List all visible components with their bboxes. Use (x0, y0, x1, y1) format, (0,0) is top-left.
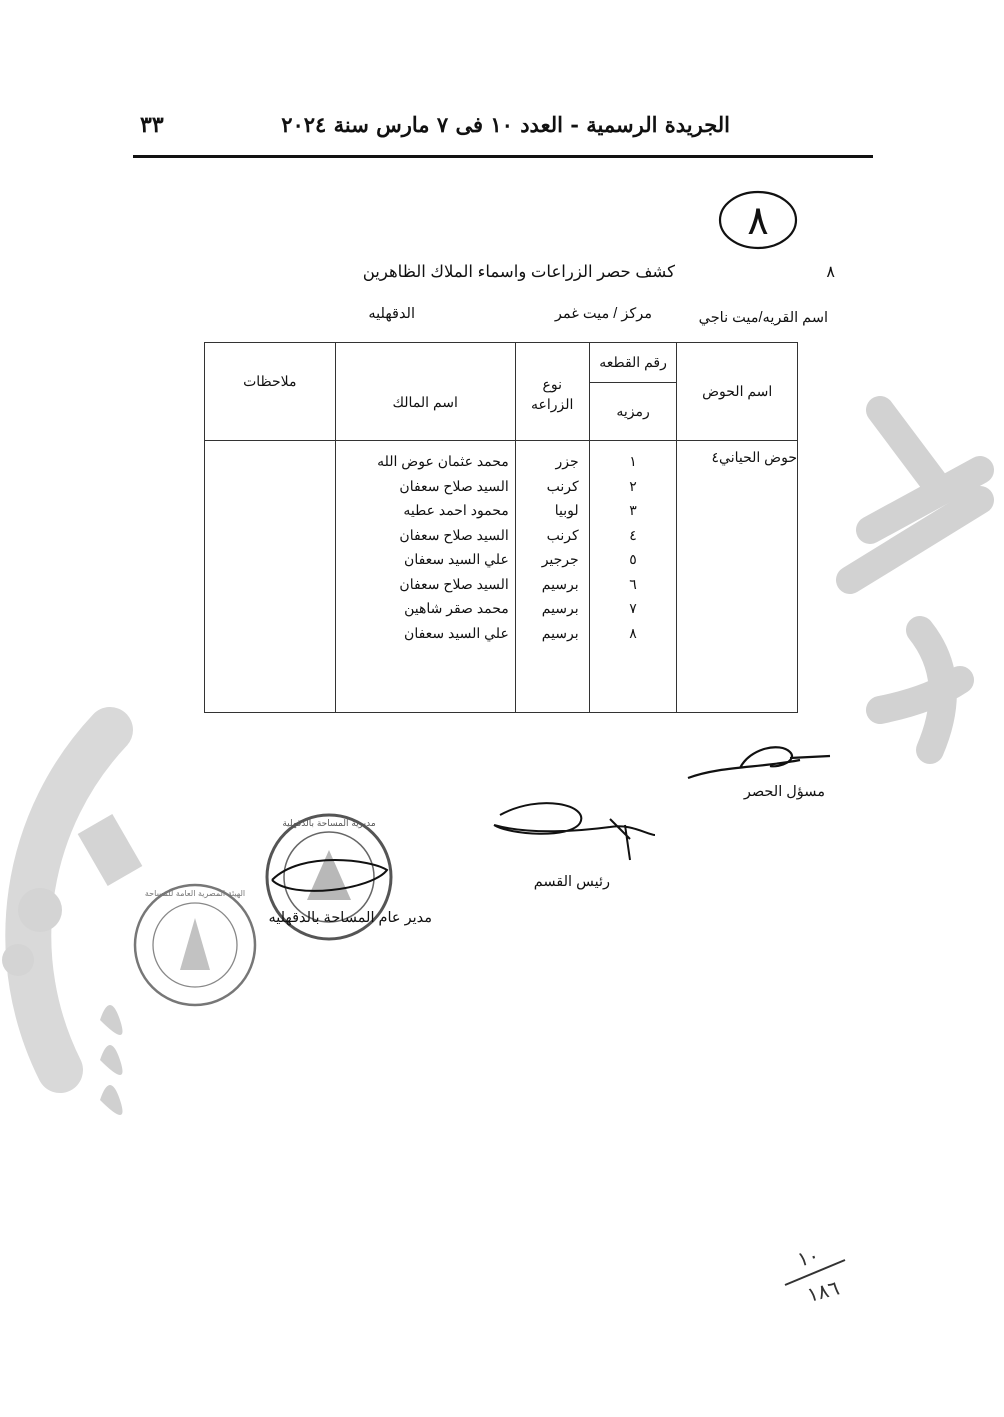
round-seal-lower (130, 880, 260, 1010)
header-owner: اسم المالك (335, 343, 515, 441)
owner-name-cell: السيد صلاح سعفان (399, 575, 509, 592)
director-label: مدير عام المساحة بالدقهليه (268, 910, 432, 926)
crop-type-cell: برسيم (541, 575, 579, 592)
fraction-bottom: ١٨٦ (804, 1275, 842, 1308)
crop-type-cell: برسيم (541, 600, 579, 616)
crop-type-cell: جزر (555, 453, 579, 469)
plot-number-cell: ٧ (629, 600, 637, 616)
owner-name-cell: علي السيد سعفان (404, 551, 509, 567)
gazette-header-title: الجريدة الرسمية - العدد ١٠ فى ٧ مارس سنة ٢٠٢٤ (281, 112, 730, 137)
plot-number-cell: ٦ (629, 575, 637, 592)
survey-officer-label: مسؤل الحصر (743, 784, 825, 800)
crop-survey-table (204, 342, 798, 713)
owner-name-cell: محمد صقر شاهين (404, 600, 509, 616)
plot-number-cell: ٣ (629, 502, 637, 518)
village-label: اسم القريه/ميت ناجي (698, 310, 828, 326)
plot-number-cell: ٤ (629, 526, 637, 543)
owner-name-cell: السيد صلاح سعفان (399, 477, 509, 494)
crop-type-cell: كرنب (546, 477, 579, 494)
owner-name-cell: علي السيد سعفان (404, 624, 509, 641)
crop-type-cell: جرجير (541, 551, 579, 567)
header-plot-number: رقم القطعه (589, 343, 677, 383)
owner-name-cell: السيد صلاح سعفان (399, 526, 509, 543)
sheet-number: ٨ (826, 262, 835, 281)
round-seal-lower-text: الهيئة المصرية العامة للمساحة (144, 889, 246, 898)
crop-type-cell: كرنب (546, 526, 579, 543)
plot-number-cell: ١ (629, 453, 637, 469)
header-divider (133, 155, 873, 158)
crop-type-cell: لوبيا (554, 502, 579, 518)
header-basin: اسم الحوض (677, 343, 798, 441)
plot-number-cell: ٢ (629, 477, 637, 494)
plot-column (589, 441, 677, 713)
section-head-signature (480, 795, 670, 870)
notes-column (205, 441, 336, 713)
center-label: مركز / ميت غمر (554, 306, 652, 322)
section-head-label: رئيس القسم (533, 874, 610, 890)
header-plot-sub: رمزيه (589, 383, 677, 441)
crop-list (516, 449, 589, 645)
header-crop-type (515, 343, 589, 441)
circled-number-text: ٨ (747, 198, 769, 244)
header-crop-type-text: نوع الزراعه (531, 375, 574, 412)
governorate-label: الدقهليه (368, 306, 415, 322)
owner-name-cell: محمود احمد عطيه (403, 502, 509, 518)
crop-column (515, 441, 589, 713)
round-seal-upper-text: مديرية المساحة بالدقهلية (282, 819, 376, 829)
sheet-title: كشف حصر الزراعات واسماء الملاك الظاهرين (362, 263, 675, 281)
plot-number-cell: ٥ (629, 551, 637, 567)
handwritten-fraction-mark (770, 1240, 870, 1310)
fraction-top: ١٠ (794, 1242, 822, 1272)
plot-list (590, 449, 677, 645)
plot-number-cell: ٨ (629, 624, 637, 641)
owner-column (335, 441, 515, 713)
crop-type-cell: برسيم (541, 624, 579, 641)
basin-cell: حوض الحياني٤ (677, 441, 798, 713)
owner-list (336, 449, 515, 645)
circled-number-mark (718, 188, 800, 252)
page-number: ٣٣ (140, 112, 164, 138)
owner-name-cell: محمد عثمان عوض الله (377, 453, 509, 469)
header-notes: ملاحظات (205, 343, 336, 441)
